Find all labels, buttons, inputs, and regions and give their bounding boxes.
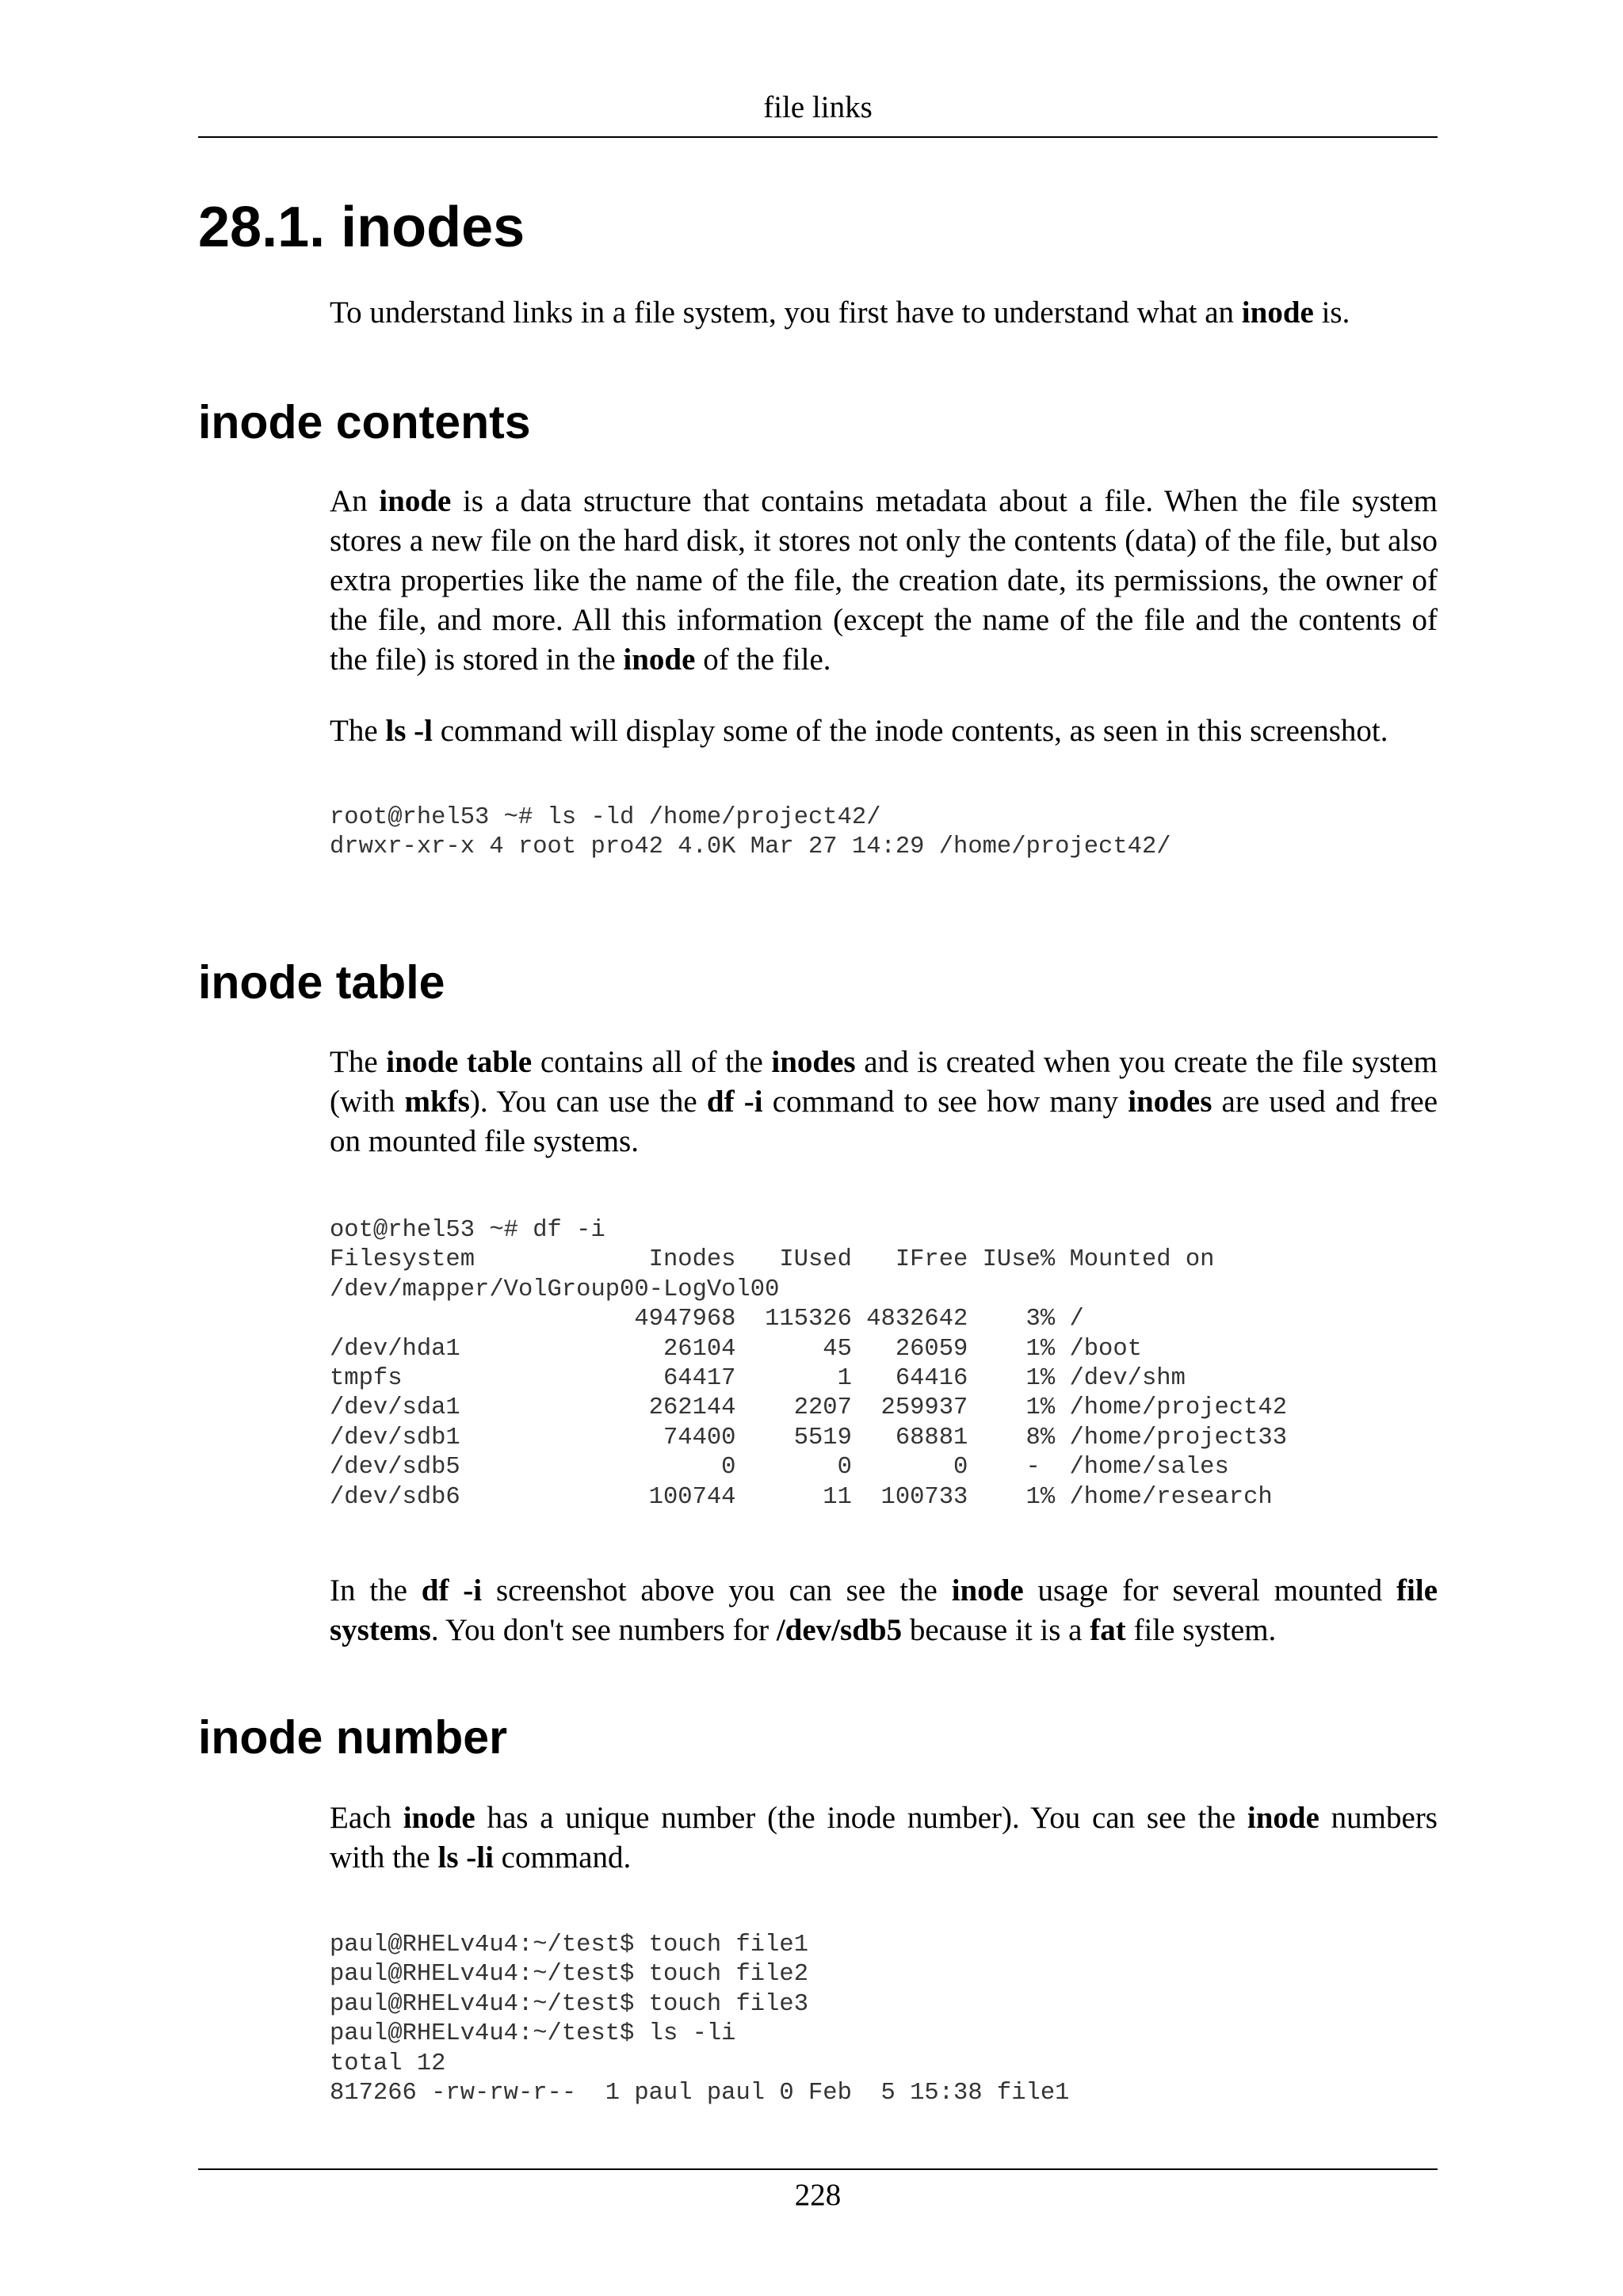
chapter-heading: 28.1. inodes bbox=[198, 196, 525, 259]
inode-number-paragraph: Each inode has a unique number (the inode number). You can see the inode numbers with the ls -li command. bbox=[330, 1801, 1438, 1875]
inode-table-paragraph-1: The inode table contains all of the inodes and is created when you create the file system (with mkfs). You can use the df -i command to see how many inodes are used and free on mounted file systems. bbox=[330, 1045, 1438, 1158]
section-heading-inode-number: inode number bbox=[198, 1711, 508, 1764]
page-number: 228 bbox=[198, 2168, 1438, 2214]
inode-table-paragraph-2: In the df -i screenshot above you can see the inode usage for several mounted file systems. You don't see numbers for /dev/sdb5 because it is a fat file system. bbox=[330, 1573, 1438, 1647]
section-heading-inode-contents: inode contents bbox=[198, 396, 531, 448]
code-block-df-i: oot@rhel53 ~# df -i Filesystem Inodes IUsed IFree IUse% Mounted on /dev/mapper/VolGroup00-LogVol00 4947968 115326 4832642 3% / /dev/hda1 26104 45 26059 1% /boot tmpfs 64417 1 64416 1% /dev/shm /dev/sda1 262144 2207 259937 1% /home/project42 /dev/sdb1 74400 5519 68881 8% /home/project33 /dev/sdb5 0 0 0 - /home/sales /dev/sdb6 100744 11 100733 1% /home/research bbox=[330, 1217, 1287, 1511]
intro-paragraph: To understand links in a file system, you first have to understand what an inode is. bbox=[330, 296, 1350, 330]
code-block-ls-li: paul@RHELv4u4:~/test$ touch file1 paul@RHELv4u4:~/test$ touch file2 paul@RHELv4u4:~/test$ touch file3 paul@RHELv4u4:~/test$ ls -li total 12 817266 -rw-rw-r-- 1 paul paul 0 Feb 5 15:38 file1 bbox=[330, 1932, 1070, 2107]
running-header: file links bbox=[198, 89, 1438, 138]
inode-contents-paragraph-1: An inode is a data structure that contains metadata about a file. When the file system stores a new file on the hard disk, it stores not only the contents (data) of the file, but also extra properties like the name of the file, the creation date, its permissions, the owner of the file, and more. All this information (except the name of the file and the contents of the file) is stored in the inode of the file. bbox=[330, 484, 1438, 677]
code-block-ls-ld: root@rhel53 ~# ls -ld /home/project42/ drwxr-xr-x 4 root pro42 4.0K Mar 27 14:29 /home/project42/ bbox=[330, 804, 1171, 861]
section-heading-inode-table: inode table bbox=[198, 956, 445, 1009]
inode-contents-paragraph-2: The ls -l command will display some of the inode contents, as seen in this screenshot. bbox=[330, 714, 1388, 748]
